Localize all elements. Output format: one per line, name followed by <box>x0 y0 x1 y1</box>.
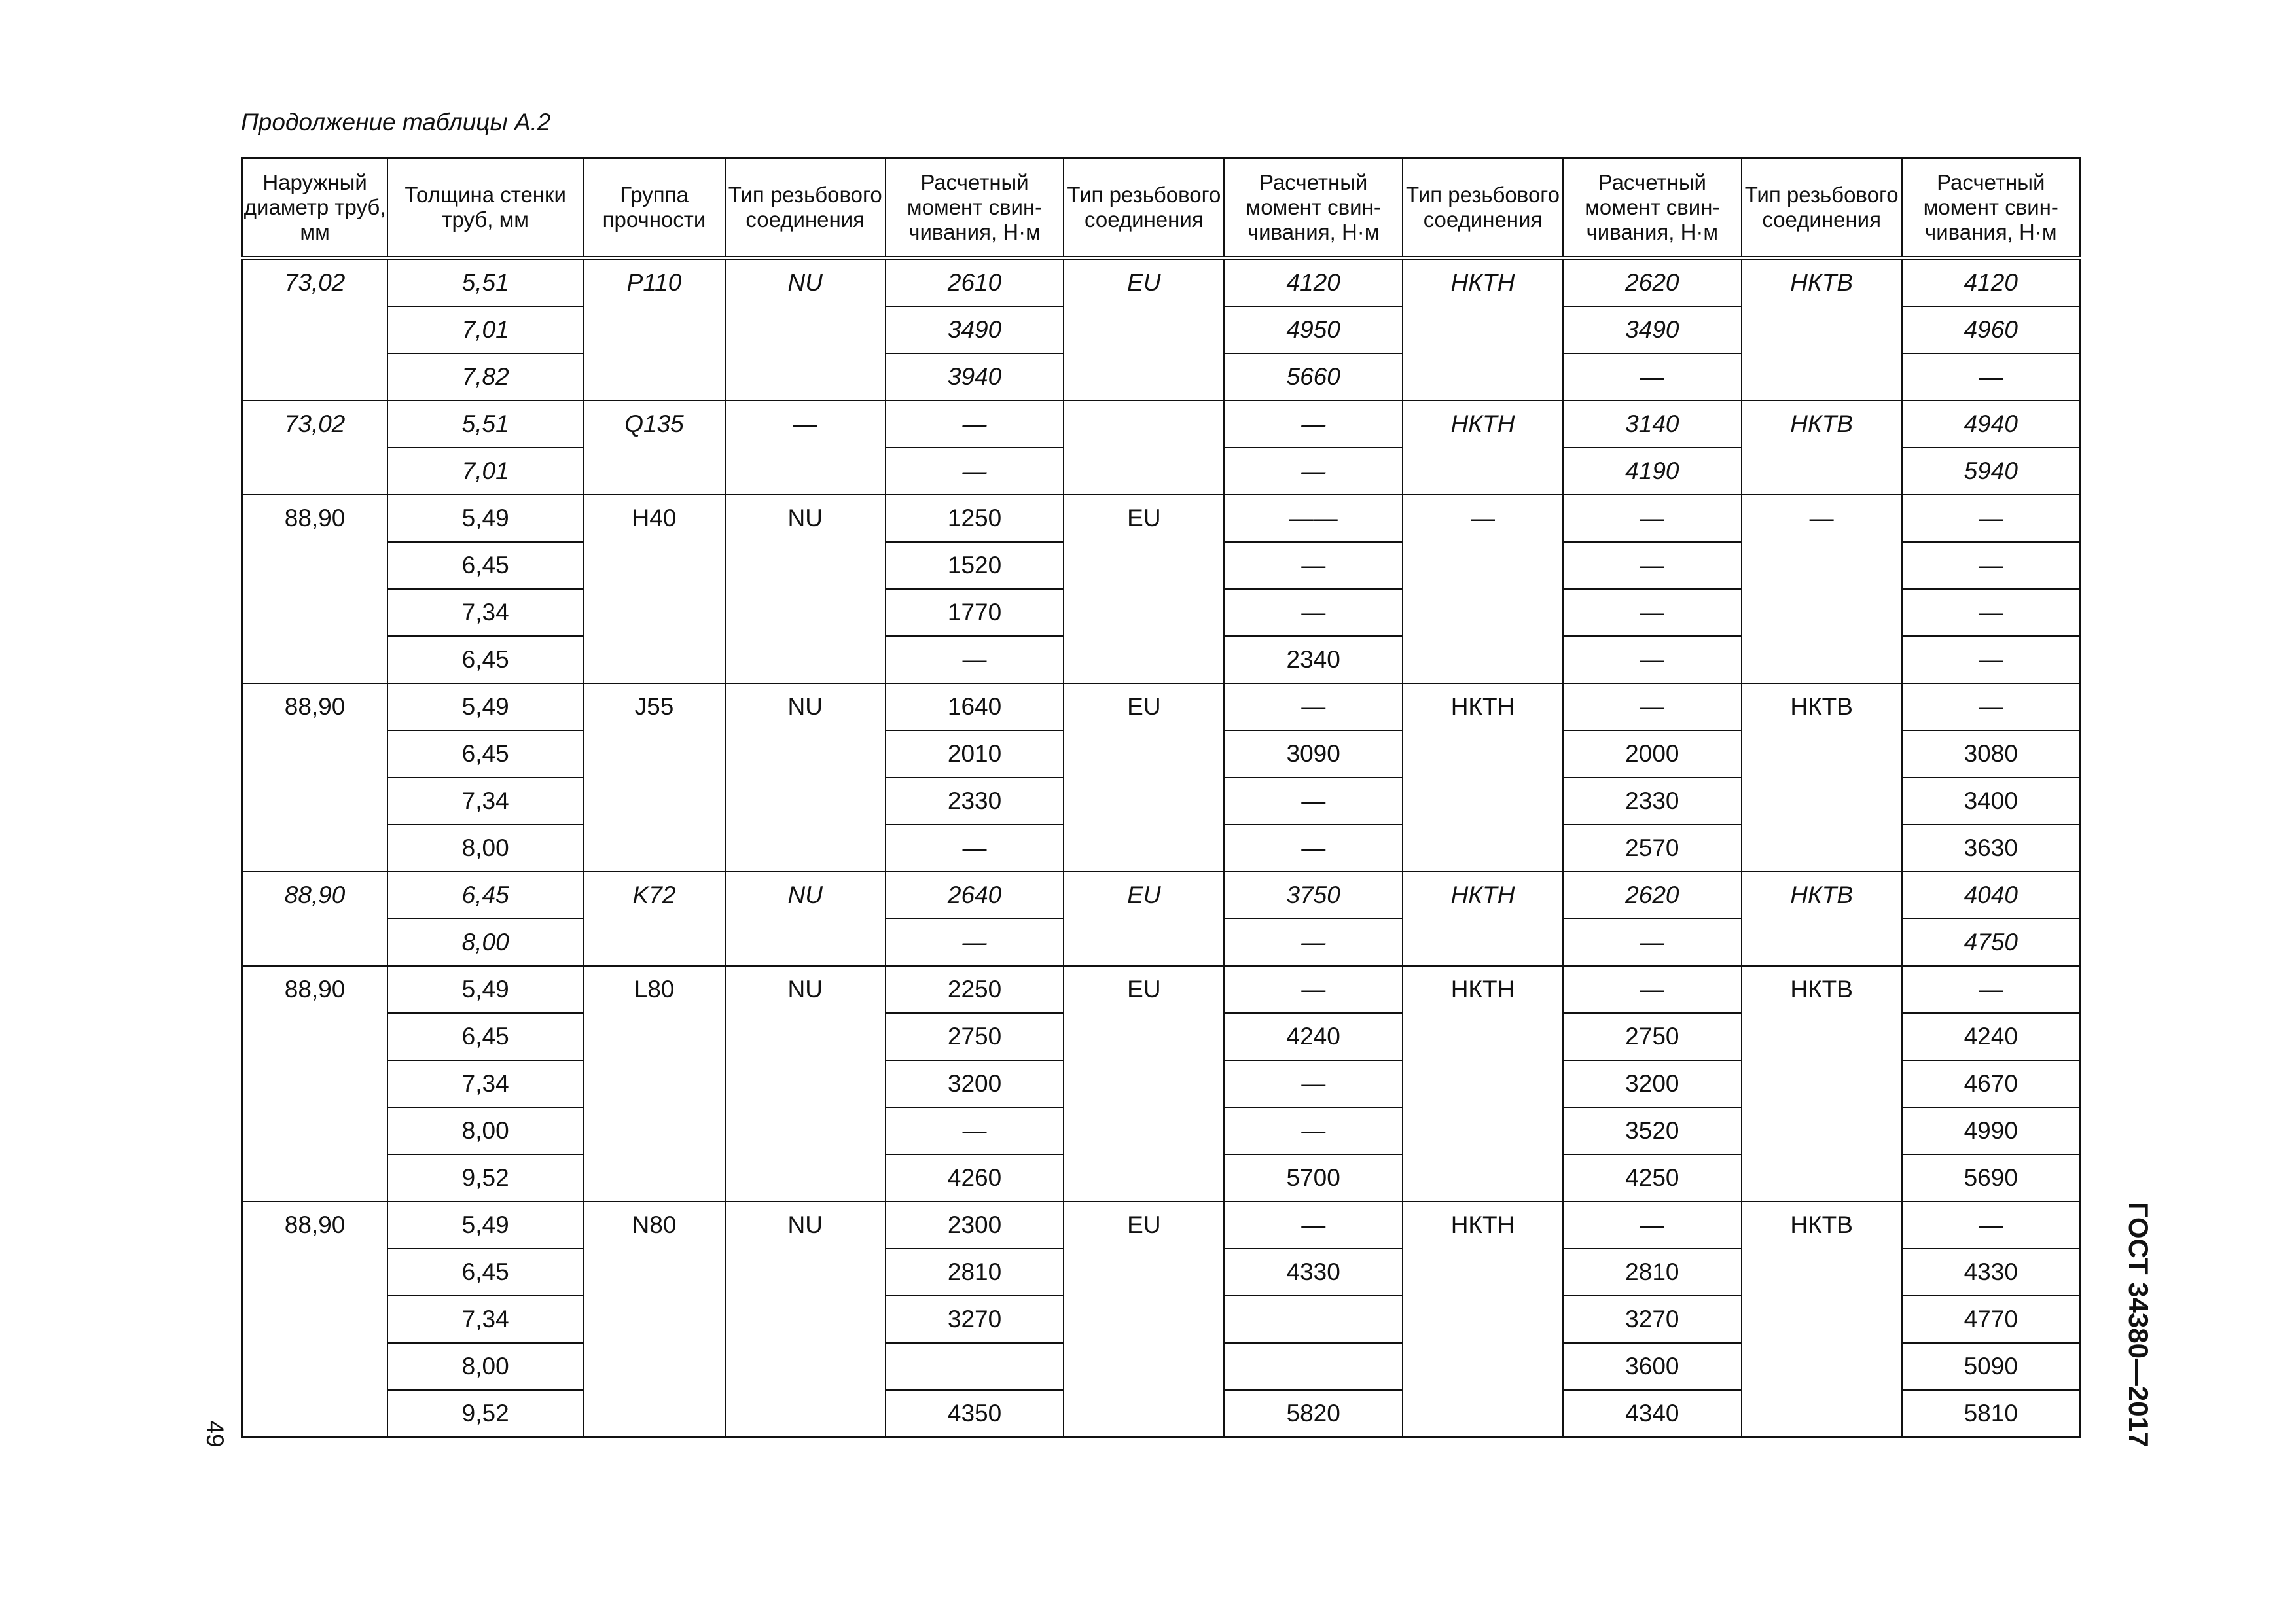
cell-wall: 8,00 <box>387 825 583 872</box>
cell-torque-2: — <box>1224 966 1403 1013</box>
cell-torque-1: 3940 <box>886 353 1064 401</box>
cell-torque-2: —— <box>1224 495 1403 542</box>
cell-torque-4: 4670 <box>1902 1060 2081 1107</box>
header-type-1: Тип резьбового соединения <box>725 158 886 259</box>
header-diameter: Наружный диаметр труб, мм <box>242 158 388 259</box>
cell-torque-3: 3140 <box>1563 401 1742 448</box>
cell-torque-2: — <box>1224 1107 1403 1154</box>
cell-grade: Q135 <box>583 401 725 495</box>
cell-torque-4: 5810 <box>1902 1390 2081 1438</box>
table-row <box>242 401 2081 448</box>
cell-diameter: 88,90 <box>242 966 388 1202</box>
cell-torque-1: 1770 <box>886 589 1064 636</box>
cell-torque-2: — <box>1224 448 1403 495</box>
cell-torque-1 <box>886 1343 1064 1390</box>
cell-torque-3: 4190 <box>1563 448 1742 495</box>
cell-type-3: НКТН <box>1403 872 1563 966</box>
cell-torque-1: 3270 <box>886 1296 1064 1343</box>
cell-wall: 5,51 <box>387 258 583 306</box>
cell-type-2: EU <box>1064 495 1224 683</box>
header-wall: Толщина стенки труб, мм <box>387 158 583 259</box>
cell-torque-4: 4330 <box>1902 1249 2081 1296</box>
cell-torque-1: 2250 <box>886 966 1064 1013</box>
cell-torque-3: 4340 <box>1563 1390 1742 1438</box>
cell-wall: 7,34 <box>387 1060 583 1107</box>
cell-torque-4: 4990 <box>1902 1107 2081 1154</box>
header-type-3: Тип резьбового соединения <box>1403 158 1563 259</box>
torque-table <box>241 157 2081 1438</box>
cell-wall: 7,01 <box>387 448 583 495</box>
cell-torque-4: — <box>1902 683 2081 730</box>
cell-type-1: NU <box>725 1202 886 1438</box>
cell-torque-3: 2620 <box>1563 258 1742 306</box>
cell-torque-1: 2330 <box>886 777 1064 825</box>
cell-torque-2: 4330 <box>1224 1249 1403 1296</box>
cell-torque-3: 2810 <box>1563 1249 1742 1296</box>
header-torque-2: Расчетный момент свин-чивания, Н·м <box>1224 158 1403 259</box>
cell-type-4: НКТВ <box>1742 683 1902 872</box>
standard-number: ГОСТ 34380—2017 <box>2123 1202 2154 1448</box>
cell-type-4: НКТВ <box>1742 258 1902 401</box>
cell-type-1: NU <box>725 966 886 1202</box>
table-row <box>242 1202 2081 1249</box>
cell-wall: 9,52 <box>387 1390 583 1438</box>
cell-torque-2: — <box>1224 777 1403 825</box>
cell-torque-1: 2300 <box>886 1202 1064 1249</box>
cell-type-4: НКТВ <box>1742 872 1902 966</box>
cell-grade: N80 <box>583 1202 725 1438</box>
cell-torque-3: — <box>1563 1202 1742 1249</box>
cell-torque-1: — <box>886 1107 1064 1154</box>
cell-torque-3: 3600 <box>1563 1343 1742 1390</box>
table-body <box>242 258 2081 1438</box>
cell-torque-3: — <box>1563 636 1742 683</box>
cell-type-1: — <box>725 401 886 495</box>
cell-wall: 9,52 <box>387 1154 583 1202</box>
cell-type-1: NU <box>725 495 886 683</box>
cell-type-2: EU <box>1064 683 1224 872</box>
cell-torque-4: 4940 <box>1902 401 2081 448</box>
cell-wall: 5,49 <box>387 1202 583 1249</box>
cell-wall: 7,34 <box>387 777 583 825</box>
cell-wall: 7,34 <box>387 589 583 636</box>
header-torque-1: Расчетный момент свин-чивания, Н·м <box>886 158 1064 259</box>
cell-wall: 6,45 <box>387 730 583 777</box>
cell-torque-1: 2750 <box>886 1013 1064 1060</box>
page-number: 49 <box>202 1420 228 1448</box>
table-caption: Продолжение таблицы А.2 <box>241 109 551 135</box>
header-type-4: Тип резьбового соединения <box>1742 158 1902 259</box>
cell-torque-2: 4240 <box>1224 1013 1403 1060</box>
table-row <box>242 872 2081 919</box>
cell-torque-2: — <box>1224 589 1403 636</box>
cell-wall: 5,49 <box>387 966 583 1013</box>
cell-grade: H40 <box>583 495 725 683</box>
header-row <box>242 158 2081 259</box>
cell-type-2: EU <box>1064 1202 1224 1438</box>
cell-wall: 6,45 <box>387 542 583 589</box>
cell-type-3: НКТН <box>1403 1202 1563 1438</box>
cell-torque-1: 3490 <box>886 306 1064 353</box>
cell-type-4: — <box>1742 495 1902 683</box>
cell-torque-2: 5820 <box>1224 1390 1403 1438</box>
cell-grade: L80 <box>583 966 725 1202</box>
header-torque-4: Расчетный момент свин-чивания, Н·м <box>1902 158 2081 259</box>
cell-type-3: НКТН <box>1403 401 1563 495</box>
cell-torque-1: 1640 <box>886 683 1064 730</box>
cell-torque-4: 4750 <box>1902 919 2081 966</box>
cell-torque-2: 4120 <box>1224 258 1403 306</box>
cell-torque-1: 3200 <box>886 1060 1064 1107</box>
cell-wall: 7,01 <box>387 306 583 353</box>
cell-torque-3: — <box>1563 966 1742 1013</box>
cell-wall: 8,00 <box>387 1343 583 1390</box>
cell-torque-3: 3200 <box>1563 1060 1742 1107</box>
cell-wall: 6,45 <box>387 872 583 919</box>
cell-type-2: EU <box>1064 872 1224 966</box>
cell-wall: 7,34 <box>387 1296 583 1343</box>
cell-torque-4: — <box>1902 542 2081 589</box>
cell-torque-1: 2610 <box>886 258 1064 306</box>
cell-type-4: НКТВ <box>1742 1202 1902 1438</box>
cell-torque-4: 4120 <box>1902 258 2081 306</box>
cell-wall: 8,00 <box>387 1107 583 1154</box>
cell-torque-2: — <box>1224 919 1403 966</box>
cell-type-2: EU <box>1064 258 1224 401</box>
cell-grade: K72 <box>583 872 725 966</box>
cell-torque-3: 3520 <box>1563 1107 1742 1154</box>
cell-torque-1: 2640 <box>886 872 1064 919</box>
cell-torque-1: — <box>886 401 1064 448</box>
cell-torque-3: 3270 <box>1563 1296 1742 1343</box>
header-torque-3: Расчетный момент свин-чивания, Н·м <box>1563 158 1742 259</box>
cell-torque-3: 2620 <box>1563 872 1742 919</box>
cell-diameter: 88,90 <box>242 872 388 966</box>
cell-torque-2: — <box>1224 1202 1403 1249</box>
header-grade: Группа прочности <box>583 158 725 259</box>
cell-torque-4: 3400 <box>1902 777 2081 825</box>
cell-diameter: 88,90 <box>242 1202 388 1438</box>
cell-type-1: NU <box>725 258 886 401</box>
cell-diameter: 73,02 <box>242 258 388 401</box>
cell-torque-4: 3080 <box>1902 730 2081 777</box>
cell-type-3: НКТН <box>1403 258 1563 401</box>
cell-torque-4: — <box>1902 495 2081 542</box>
cell-grade: P110 <box>583 258 725 401</box>
cell-torque-1: — <box>886 825 1064 872</box>
cell-torque-3: 2000 <box>1563 730 1742 777</box>
cell-torque-1: — <box>886 448 1064 495</box>
cell-torque-2: — <box>1224 401 1403 448</box>
cell-torque-4: 5090 <box>1902 1343 2081 1390</box>
cell-torque-2: 5700 <box>1224 1154 1403 1202</box>
cell-torque-2: — <box>1224 825 1403 872</box>
cell-torque-4: 4240 <box>1902 1013 2081 1060</box>
cell-torque-4: — <box>1902 966 2081 1013</box>
cell-wall: 7,82 <box>387 353 583 401</box>
cell-torque-4: — <box>1902 353 2081 401</box>
cell-torque-4: 4960 <box>1902 306 2081 353</box>
cell-wall: 6,45 <box>387 636 583 683</box>
table-row <box>242 495 2081 542</box>
cell-torque-2: — <box>1224 683 1403 730</box>
cell-torque-1: 4350 <box>886 1390 1064 1438</box>
table-row <box>242 258 2081 306</box>
cell-wall: 5,49 <box>387 495 583 542</box>
cell-torque-2: 3750 <box>1224 872 1403 919</box>
cell-type-3: НКТН <box>1403 966 1563 1202</box>
cell-wall: 5,51 <box>387 401 583 448</box>
cell-torque-4: — <box>1902 636 2081 683</box>
cell-diameter: 88,90 <box>242 683 388 872</box>
cell-diameter: 88,90 <box>242 495 388 683</box>
header-type-2: Тип резьбового соединения <box>1064 158 1224 259</box>
cell-torque-4: 3630 <box>1902 825 2081 872</box>
cell-diameter: 73,02 <box>242 401 388 495</box>
cell-wall: 5,49 <box>387 683 583 730</box>
cell-torque-2: 2340 <box>1224 636 1403 683</box>
cell-torque-2: — <box>1224 542 1403 589</box>
cell-torque-1: — <box>886 919 1064 966</box>
cell-type-1: NU <box>725 683 886 872</box>
cell-torque-1: — <box>886 636 1064 683</box>
cell-torque-3: — <box>1563 683 1742 730</box>
cell-torque-2 <box>1224 1343 1403 1390</box>
cell-torque-3: 2570 <box>1563 825 1742 872</box>
cell-torque-1: 1250 <box>886 495 1064 542</box>
cell-torque-3: 2750 <box>1563 1013 1742 1060</box>
cell-torque-3: 3490 <box>1563 306 1742 353</box>
cell-type-4: НКТВ <box>1742 966 1902 1202</box>
table-row <box>242 683 2081 730</box>
cell-torque-1: 1520 <box>886 542 1064 589</box>
cell-type-3: НКТН <box>1403 683 1563 872</box>
cell-wall: 6,45 <box>387 1249 583 1296</box>
cell-torque-4: — <box>1902 589 2081 636</box>
cell-torque-4: 4040 <box>1902 872 2081 919</box>
cell-torque-3: — <box>1563 542 1742 589</box>
cell-torque-3: — <box>1563 589 1742 636</box>
cell-torque-3: 4250 <box>1563 1154 1742 1202</box>
cell-torque-1: 4260 <box>886 1154 1064 1202</box>
cell-wall: 6,45 <box>387 1013 583 1060</box>
table-row <box>242 966 2081 1013</box>
cell-torque-1: 2810 <box>886 1249 1064 1296</box>
cell-torque-3: — <box>1563 919 1742 966</box>
cell-torque-4: 4770 <box>1902 1296 2081 1343</box>
cell-torque-3: — <box>1563 495 1742 542</box>
cell-wall: 8,00 <box>387 919 583 966</box>
cell-torque-4: 5940 <box>1902 448 2081 495</box>
cell-grade: J55 <box>583 683 725 872</box>
cell-torque-2: — <box>1224 1060 1403 1107</box>
cell-torque-4: — <box>1902 1202 2081 1249</box>
cell-type-3: — <box>1403 495 1563 683</box>
cell-torque-2: 5660 <box>1224 353 1403 401</box>
cell-type-2 <box>1064 401 1224 495</box>
cell-torque-2 <box>1224 1296 1403 1343</box>
cell-torque-1: 2010 <box>886 730 1064 777</box>
cell-type-2: EU <box>1064 966 1224 1202</box>
cell-torque-2: 4950 <box>1224 306 1403 353</box>
cell-torque-3: 2330 <box>1563 777 1742 825</box>
cell-torque-4: 5690 <box>1902 1154 2081 1202</box>
cell-torque-3: — <box>1563 353 1742 401</box>
cell-type-4: НКТВ <box>1742 401 1902 495</box>
cell-torque-2: 3090 <box>1224 730 1403 777</box>
cell-type-1: NU <box>725 872 886 966</box>
